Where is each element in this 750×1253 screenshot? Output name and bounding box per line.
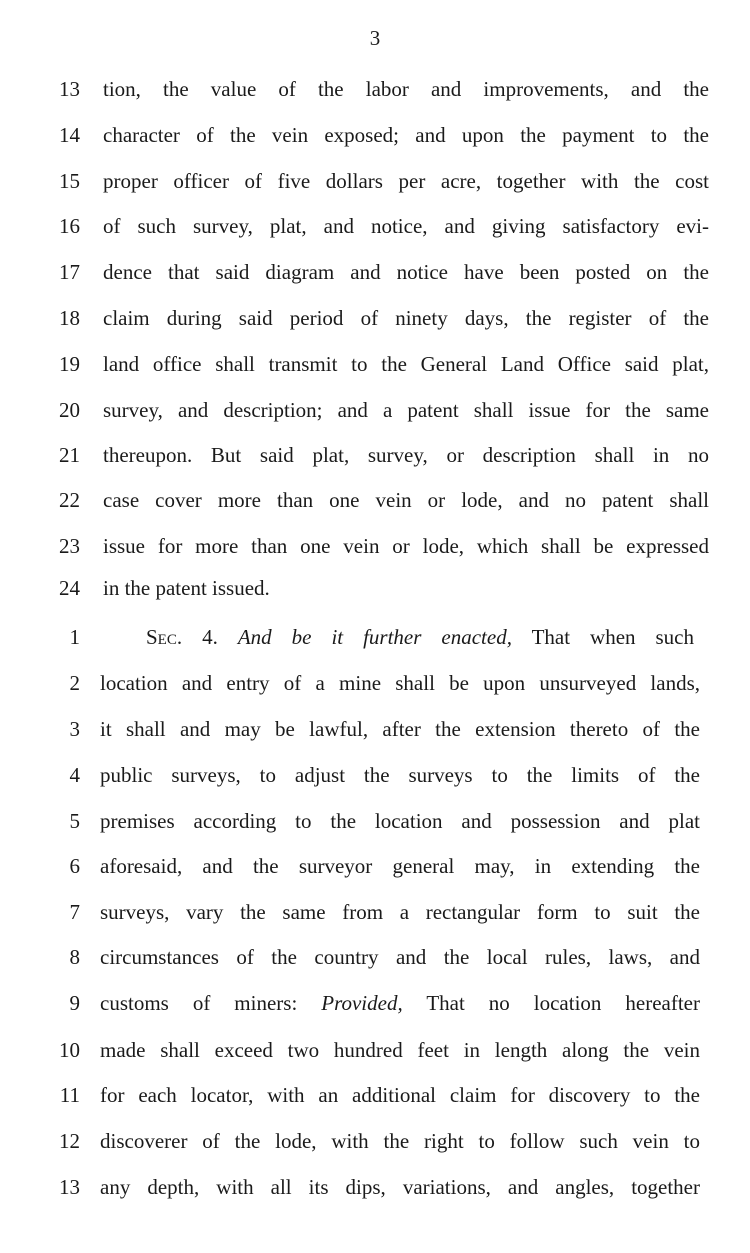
- enacting-clause: And be it further enacted,: [237, 625, 512, 649]
- text-line: [0, 988, 750, 1018]
- text-line: [0, 668, 750, 698]
- line-text: [100, 988, 700, 1018]
- line-number: 6: [69, 854, 80, 878]
- line-text: made shall exceed two hundred feet in length along the vein: [100, 1038, 700, 1062]
- line-number: 4: [69, 763, 80, 787]
- line-text: discoverer of the lode, with the right to follow such vein to: [100, 1129, 700, 1153]
- line-number: 2: [69, 671, 80, 695]
- text-line: [0, 166, 750, 196]
- text-line: [0, 714, 750, 744]
- line-text: for each locator, with an additional claim for discovery to the: [100, 1083, 700, 1107]
- text-line: [0, 806, 750, 836]
- text-line: [0, 485, 750, 515]
- line-text: issue for more than one vein or lode, which shall be expressed: [103, 534, 709, 558]
- text-line: [0, 573, 750, 603]
- line-number: 22: [59, 488, 80, 512]
- text-line: [0, 74, 750, 104]
- clause-text: That no location hereafter: [426, 991, 700, 1015]
- proviso-word: Provided,: [321, 991, 403, 1015]
- line-number: 16: [59, 214, 80, 238]
- page-number: 3: [369, 26, 381, 50]
- text-line: [0, 531, 750, 561]
- text-line: [0, 303, 750, 333]
- line-number: 15: [59, 169, 80, 193]
- line-text: proper officer of five dollars per acre, together with the cost: [103, 169, 709, 193]
- text-line: [0, 1172, 750, 1202]
- line-text: of such survey, plat, and notice, and giving satisfactory evi-: [103, 214, 709, 238]
- line-text: thereupon. But said plat, survey, or description shall in no: [103, 443, 709, 467]
- text-line: [0, 211, 750, 241]
- clause-text: customs of miners:: [100, 991, 298, 1015]
- text-line: [0, 1126, 750, 1156]
- line-text: case cover more than one vein or lode, and no patent shall: [103, 488, 709, 512]
- line-number: 8: [69, 945, 80, 969]
- line-number: 24: [59, 576, 80, 600]
- text-line: [0, 395, 750, 425]
- line-number: 7: [69, 900, 80, 924]
- line-text: land office shall transmit to the General Land Office said plat,: [103, 352, 709, 376]
- line-text: aforesaid, and the surveyor general may, in extending the: [100, 854, 700, 878]
- text-line: [0, 760, 750, 790]
- text-line: [0, 897, 750, 927]
- text-line: [0, 851, 750, 881]
- line-number: 11: [59, 1083, 80, 1107]
- line-number: 14: [59, 123, 80, 147]
- line-text: tion, the value of the labor and improvements, and the: [103, 77, 709, 101]
- line-number: 5: [69, 809, 80, 833]
- text-line: [0, 1080, 750, 1110]
- text-line: [0, 1035, 750, 1065]
- line-text: circumstances of the country and the local rules, laws, and: [100, 945, 700, 969]
- line-text: premises according to the location and possession and plat: [100, 809, 700, 833]
- line-text: claim during said period of ninety days, the register of the: [103, 306, 709, 330]
- line-number: 18: [59, 306, 80, 330]
- text-line: [0, 942, 750, 972]
- text-line: [0, 440, 750, 470]
- line-text: location and entry of a mine shall be upon unsurveyed lands,: [100, 671, 700, 695]
- text-line: [0, 257, 750, 287]
- line-number: 21: [59, 443, 80, 467]
- line-text: it shall and may be lawful, after the extension thereto of the: [100, 717, 700, 741]
- line-text: public surveys, to adjust the surveys to the limits of the: [100, 763, 700, 787]
- line-number: 13: [59, 77, 80, 101]
- line-number: 12: [59, 1129, 80, 1153]
- text-line: [0, 120, 750, 150]
- line-number: 1: [69, 625, 80, 649]
- line-number: 13: [59, 1175, 80, 1199]
- line-text: character of the vein exposed; and upon the payment to the: [103, 123, 709, 147]
- line-text: survey, and description; and a patent shall issue for the same: [103, 398, 709, 422]
- line-number: 10: [59, 1038, 80, 1062]
- line-number: 3: [69, 717, 80, 741]
- line-text: dence that said diagram and notice have been posted on the: [103, 260, 709, 284]
- line-text: any depth, with all its dips, variations, and angles, together: [100, 1175, 700, 1199]
- section-4-first-line: [0, 622, 750, 652]
- line-text: surveys, vary the same from a rectangular form to suit the: [100, 900, 700, 924]
- clause-text: That when such: [531, 625, 694, 649]
- line-number: 20: [59, 398, 80, 422]
- line-number: 19: [59, 352, 80, 376]
- line-number: 17: [59, 260, 80, 284]
- line-number: 23: [59, 534, 80, 558]
- line-text: in the patent issued.: [103, 576, 270, 600]
- line-text: [146, 622, 694, 652]
- section-label: Sec. 4.: [146, 625, 218, 649]
- text-line: [0, 349, 750, 379]
- line-number: 9: [69, 991, 80, 1015]
